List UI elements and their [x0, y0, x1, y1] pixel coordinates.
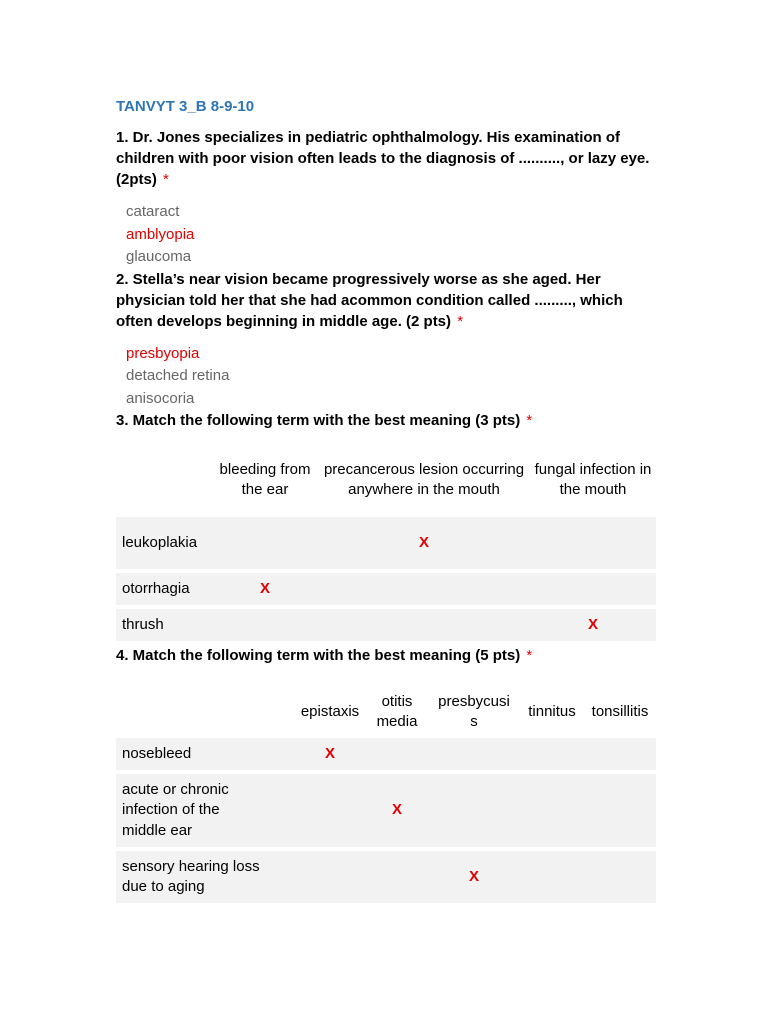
option-amblyopia-selected[interactable]: amblyopia	[126, 225, 195, 243]
question-1	[116, 127, 656, 190]
column-header: tonsillitis	[591, 702, 649, 720]
option-presbyopia-selected[interactable]: presbyopia	[126, 344, 200, 362]
form-title: TANVYT 3_B 8-9-10	[116, 98, 255, 115]
grid-cell[interactable]	[530, 517, 656, 569]
column-header: precancerous lesion occurring anywhere in the mouth	[323, 460, 525, 498]
grid-row	[116, 517, 656, 569]
question-3-text: 3. Match the following term with the best meaning (3 pts)	[116, 412, 521, 429]
grid-cell-checked[interactable]	[428, 851, 520, 903]
question-4-grid	[116, 686, 656, 907]
grid-cell[interactable]	[584, 738, 656, 770]
x-mark: X	[468, 867, 479, 885]
column-header: fungal infection in the mouth	[534, 460, 652, 498]
grid-corner	[116, 447, 212, 513]
grid-cell[interactable]	[584, 851, 656, 903]
option-glaucoma[interactable]: glaucoma	[126, 248, 192, 265]
option-cataract[interactable]: cataract	[126, 203, 180, 220]
grid-cell[interactable]	[530, 573, 656, 605]
question-2-options	[116, 343, 656, 411]
question-1-text: 1. Dr. Jones specializes in pediatric ophthalmology. His examination of children with poor vision often leads to the diagnosis of .........., or lazy eye. (2pts)	[116, 129, 650, 188]
required-asterisk: *	[163, 171, 169, 188]
x-mark: X	[391, 801, 402, 819]
column-header: otitis media	[376, 692, 418, 730]
grid-cell[interactable]	[584, 774, 656, 847]
row-label: thrush	[116, 609, 212, 641]
grid-cell[interactable]	[318, 573, 530, 605]
question-3	[116, 410, 656, 431]
grid-cell[interactable]	[318, 609, 530, 641]
grid-cell[interactable]	[366, 851, 428, 903]
grid-cell[interactable]	[520, 774, 584, 847]
grid-cell[interactable]	[212, 609, 318, 641]
row-label: leukoplakia	[116, 517, 212, 569]
x-mark: X	[324, 744, 335, 762]
grid-row	[116, 774, 656, 847]
grid-cell-checked[interactable]	[366, 774, 428, 847]
row-label: otorrhagia	[116, 573, 212, 605]
grid-cell-checked[interactable]	[530, 609, 656, 641]
grid-cell[interactable]	[294, 774, 366, 847]
grid-header-row	[116, 447, 656, 513]
grid-corner	[116, 690, 294, 734]
grid-cell[interactable]	[294, 851, 366, 903]
question-2-text: 2. Stella’s near vision became progressively worse as she aged. Her physician told her that she had acommon condition called ........., which often develops beginning in middle age. (2 pts)	[116, 270, 623, 330]
row-label: sensory hearing loss due to aging	[116, 851, 294, 903]
column-header: bleeding from the ear	[219, 460, 311, 498]
question-4-text: 4. Match the following term with the best meaning (5 pts)	[116, 647, 521, 664]
question-4	[116, 645, 656, 666]
grid-cell[interactable]	[212, 517, 318, 569]
grid-row	[116, 573, 656, 605]
grid-cell[interactable]	[366, 738, 428, 770]
question-1-options	[116, 201, 656, 269]
grid-row	[116, 609, 656, 641]
form-page	[116, 96, 656, 907]
x-mark: X	[259, 579, 270, 597]
required-asterisk: *	[526, 412, 533, 429]
option-detached-retina[interactable]: detached retina	[126, 367, 230, 384]
grid-cell[interactable]	[520, 738, 584, 770]
grid-cell[interactable]	[520, 851, 584, 903]
grid-cell-checked[interactable]	[212, 573, 318, 605]
row-label: nosebleed	[116, 738, 294, 770]
grid-cell-checked[interactable]	[318, 517, 530, 569]
question-2	[116, 269, 656, 332]
option-anisocoria[interactable]: anisocoria	[126, 389, 195, 407]
column-header: presbycusis	[438, 692, 510, 730]
required-asterisk: *	[457, 312, 464, 330]
grid-cell[interactable]	[428, 738, 520, 770]
x-mark: X	[418, 533, 429, 551]
column-header: tinnitus	[528, 702, 576, 720]
column-header: epistaxis	[300, 702, 360, 720]
grid-row	[116, 851, 656, 903]
x-mark: X	[587, 615, 598, 633]
grid-cell-checked[interactable]	[294, 738, 366, 770]
required-asterisk: *	[526, 647, 533, 664]
row-label: acute or chronic infection of the middle ear	[116, 774, 294, 847]
grid-cell[interactable]	[428, 774, 520, 847]
question-3-grid	[116, 443, 656, 645]
grid-row	[116, 738, 656, 770]
grid-header-row	[116, 690, 656, 734]
